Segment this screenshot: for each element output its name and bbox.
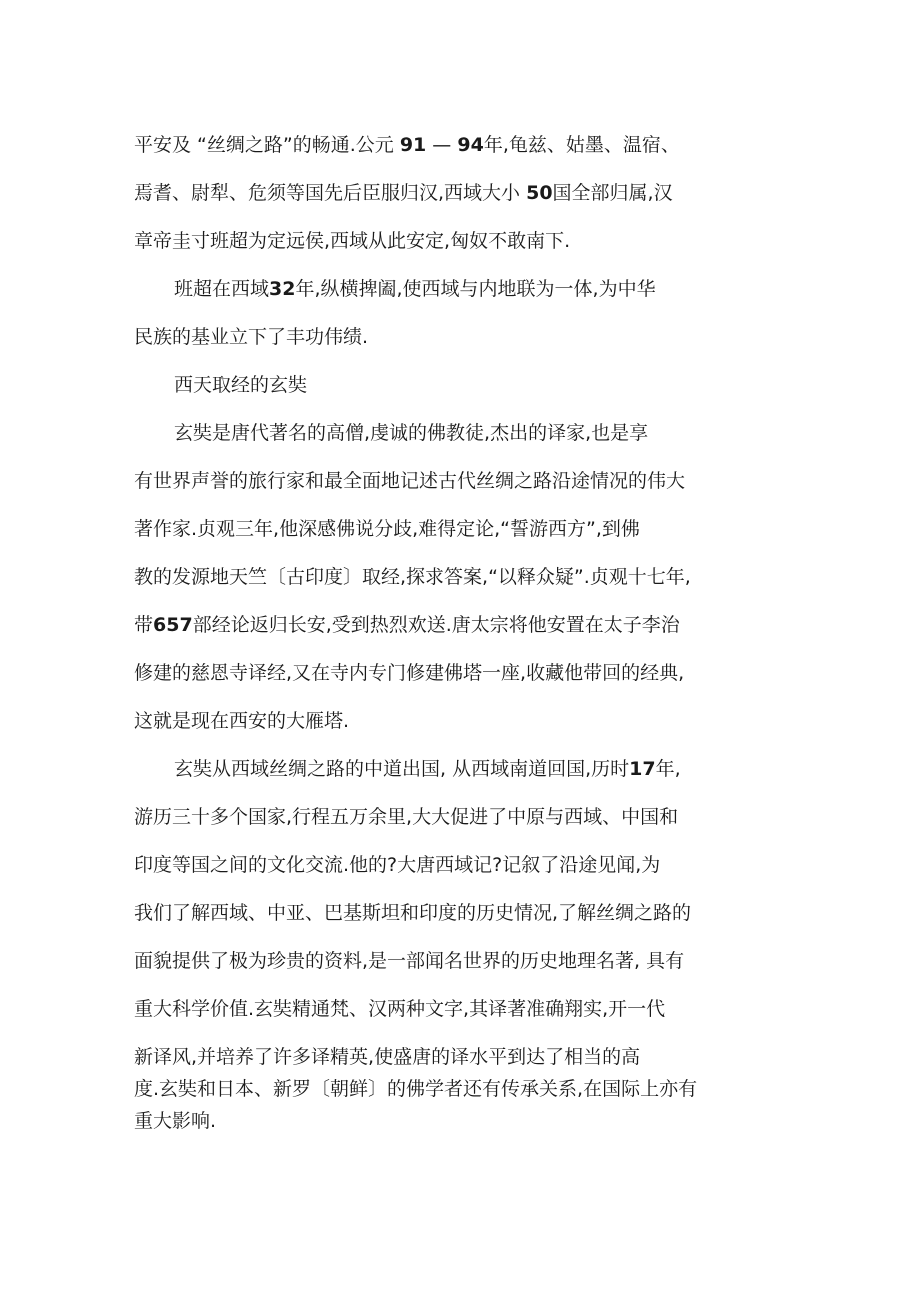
paragraph-start-line [174, 757, 681, 781]
text-line [134, 325, 368, 349]
text-run: 这就是现在西安的大雁塔. [134, 710, 350, 732]
text-run: 带 [134, 614, 154, 636]
text-run: 年,龟兹、姑墨、温宿、 [483, 134, 680, 156]
text-run: 重大科学价值.玄奘精通梵、汉两种文字,其译著准确翔实,开一代 [134, 998, 666, 1020]
text-line [134, 1045, 640, 1069]
text-run: — [426, 134, 458, 156]
text-run: 年,纵横捭阖,使西域与内地联为一体,为中华 [295, 278, 656, 300]
text-line [134, 709, 349, 733]
text-line [134, 565, 691, 589]
text-run: 度.玄奘和日本、新罗〔朝鲜〕的佛学者还有传承关系,在国际上亦有 [134, 1078, 698, 1100]
text-line [134, 229, 570, 253]
text-run: 修建的慈恩寺译经,又在寺内专门修建佛塔一座,收藏他带回的经典, [134, 662, 685, 684]
text-line [134, 949, 684, 973]
text-line [134, 469, 685, 493]
text-line [134, 901, 691, 925]
text-run: 焉耆、尉犁、危须等国先后臣服归汉,西域大小 [134, 182, 527, 204]
text-line [134, 133, 680, 157]
text-run: 教的发源地天竺〔古印度〕取经,探求答案,“以释众疑”.贞观十七年, [134, 566, 691, 588]
years-number: 17 [629, 758, 656, 780]
text-run: 部经论返归长安,受到热烈欢送.唐太宗将他安置在太子李治 [192, 614, 680, 636]
text-line [134, 997, 665, 1021]
text-line [134, 805, 678, 829]
text-line [134, 181, 673, 205]
paragraph-start-line [174, 277, 656, 301]
year-number: 94 [457, 134, 484, 156]
text-line [134, 517, 640, 541]
text-run: 玄奘是唐代著名的高僧,虔诚的佛教徒,杰出的译家,也是享 [174, 422, 649, 444]
text-run: 印度等国之间的文化交流.他的?大唐西域记?记叙了沿途见闻,为 [134, 854, 661, 876]
text-run: 重大影响. [134, 1110, 217, 1132]
text-run: 国全部归属,汉 [552, 182, 673, 204]
text-run: 面貌提供了极为珍贵的资料,是一部闻名世界的历史地理名著, 具有 [134, 950, 685, 972]
count-number: 50 [526, 182, 553, 204]
text-line [134, 1109, 216, 1133]
text-run: 我们了解西域、中亚、巴基斯坦和印度的历史情况,了解丝绸之路的 [134, 902, 692, 924]
text-run: 民族的基业立下了丰功伟绩. [134, 326, 369, 348]
section-heading [174, 373, 307, 397]
text-run: 班超在西域 [174, 278, 270, 300]
text-line [134, 613, 680, 637]
text-run: 年, [655, 758, 681, 780]
text-run: 新译风,并培养了许多译精英,使盛唐的译水平到达了相当的高 [134, 1046, 641, 1068]
text-line [134, 853, 660, 877]
text-run: 有世界声誉的旅行家和最全面地记述古代丝绸之路沿途情况的伟大 [134, 470, 686, 492]
text-run: 著作家.贞观三年,他深感佛说分歧,难得定论,“誓游西方”,到佛 [134, 518, 640, 540]
text-line [134, 661, 684, 685]
text-run: 玄奘从西域丝绸之路的中道出国, 从西域南道回国,历时 [174, 758, 630, 780]
count-number: 657 [153, 614, 193, 636]
text-run: 章帝圭寸班超为定远侯,西域从此安定,匈奴不敢南下. [134, 230, 571, 252]
text-run: 平安及 “丝绸之路”的畅通.公元 [134, 134, 400, 156]
years-number: 32 [269, 278, 296, 300]
paragraph-start-line [174, 421, 648, 445]
text-line [134, 1077, 697, 1101]
section-heading-text: 西天取经的玄奘 [174, 374, 308, 396]
text-run: 游历三十多个国家,行程五万余里,大大促进了中原与西域、中国和 [134, 806, 679, 828]
year-number: 91 [399, 134, 427, 156]
